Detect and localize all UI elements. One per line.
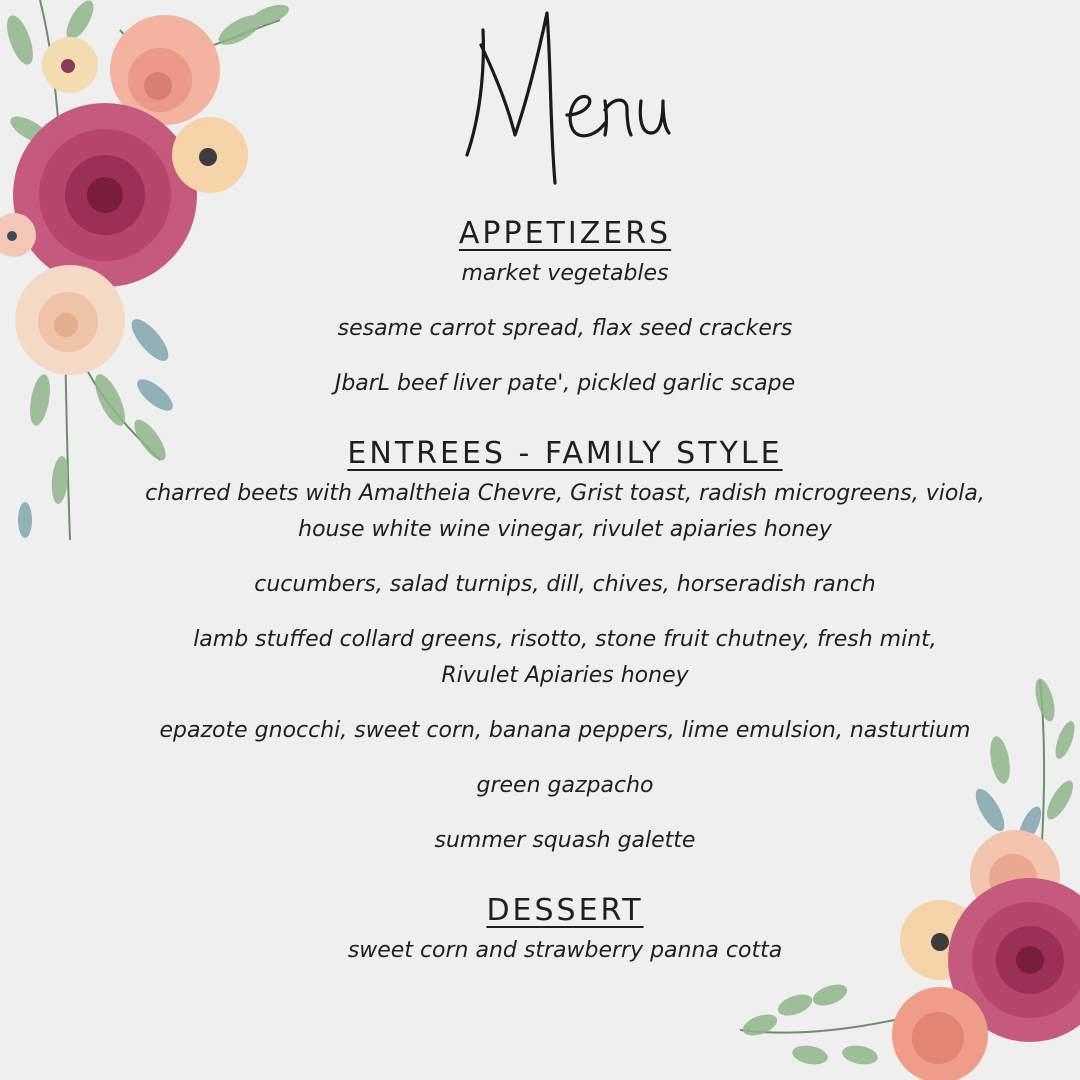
menu-item: cucumbers, salad turnips, dill, chives, horseradish ranch	[254, 572, 876, 597]
menu-item-line: house white wine vinegar, rivulet apiaries honey	[298, 517, 832, 542]
section-heading-dessert: DESSERT	[486, 893, 644, 928]
section-heading-entrees: ENTREES - FAMILY STYLE	[347, 436, 783, 471]
section-heading-appetizers: APPETIZERS	[458, 216, 672, 251]
menu-title	[455, 5, 685, 195]
menu-body	[120, 212, 1010, 969]
menu-item: epazote gnocchi, sweet corn, banana peppers, lime emulsion, nasturtium	[159, 718, 971, 743]
menu-item-line: charred beets with Amaltheia Chevre, Grist toast, radish microgreens, viola,	[145, 481, 985, 506]
menu-item-line: lamb stuffed collard greens, risotto, stone fruit chutney, fresh mint,	[193, 627, 937, 652]
menu-item: summer squash galette	[434, 828, 696, 853]
menu-item: JbarL beef liver pate', pickled garlic scape	[334, 371, 796, 396]
menu-item: green gazpacho	[476, 773, 654, 798]
menu-item: sweet corn and strawberry panna cotta	[347, 938, 783, 963]
menu-item-line: Rivulet Apiaries honey	[441, 663, 689, 688]
menu-item: sesame carrot spread, flax seed crackers	[337, 316, 793, 341]
menu-item: market vegetables	[461, 261, 669, 286]
